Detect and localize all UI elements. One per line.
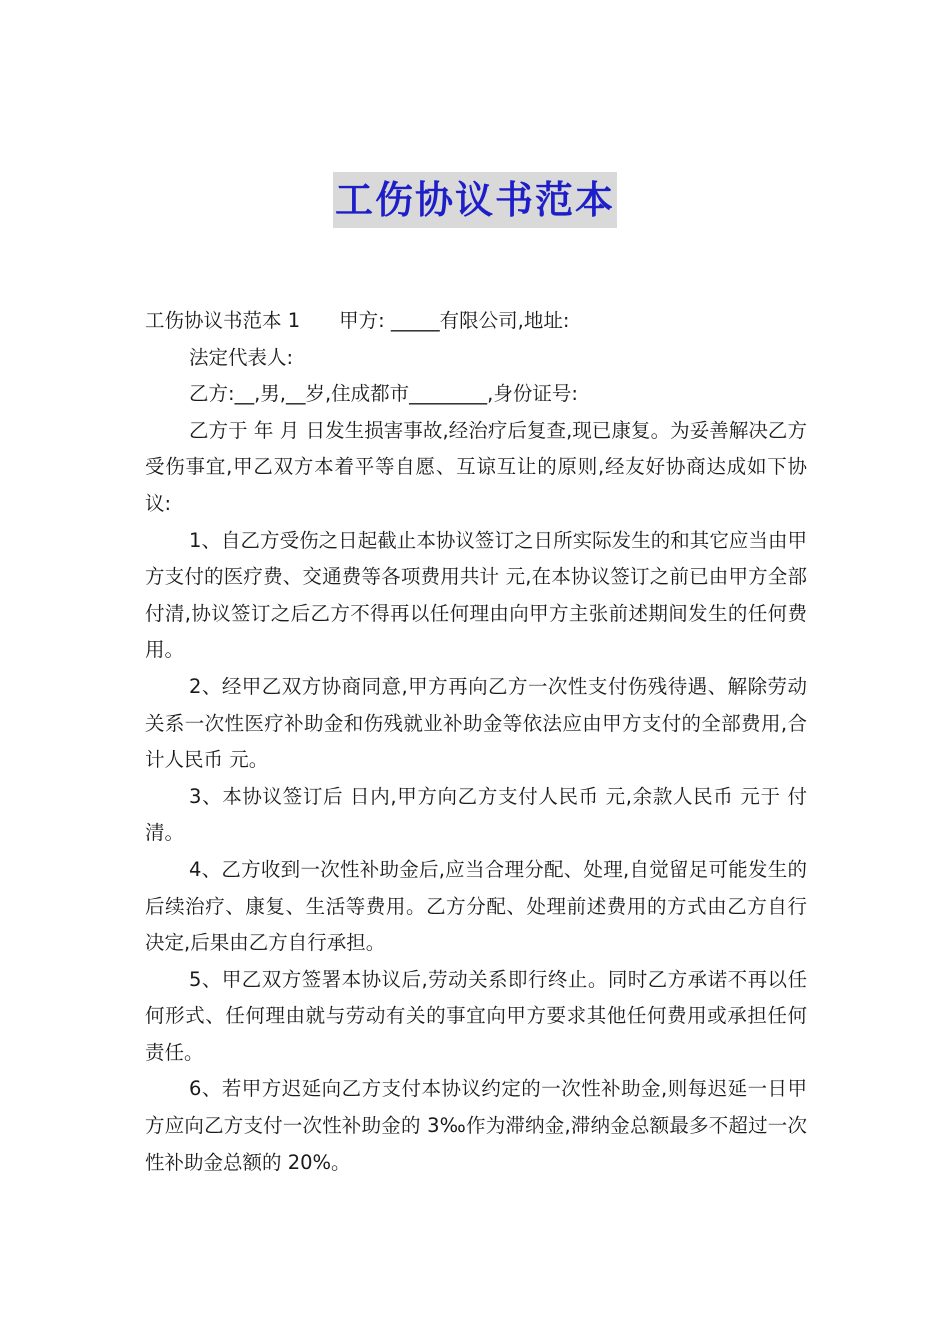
clause-4: 4、乙方收到一次性补助金后,应当合理分配、处理,自觉留足可能发生的后续治疗、康复、生活等费用。乙方分配、处理前述费用的方式由乙方自行决定,后果由乙方自行承担。 — [145, 857, 807, 955]
clause-1: 1、自乙方受伤之日起截止本协议签订之日所实际发生的和其它应当由甲方支付的医疗费、交通费等各项费用共计 元,在本协议签订之前已由甲方全部付清,协议签订之后乙方不得再以任何理由向甲方主张前述期间发生的任何费用。 — [145, 528, 807, 662]
clause-5: 5、甲乙双方签署本协议后,劳动关系即行终止。同时乙方承诺不再以任何形式、任何理由就与劳动有关的事宜向甲方要求其他任何费用或承担任何责任。 — [145, 967, 807, 1064]
legal-representative-line: 法定代表人: — [189, 345, 294, 369]
title-container — [0, 172, 950, 228]
document-title: 工伤协议书范本 — [333, 172, 617, 228]
background-paragraph: 乙方于 年 月 日发生损害事故,经治疗后复查,现已康复。为妥善解决乙方受伤事宜,甲乙双方本着平等自愿、互谅互让的原则,经友好协商达成如下协议: — [145, 418, 807, 515]
clause-6: 6、若甲方迟延向乙方支付本协议约定的一次性补助金,则每迟延一日甲方应向乙方支付一次性补助金的 3‰作为滞纳金,滞纳金总额最多不超过一次性补助金总额的 20%。 — [145, 1077, 807, 1174]
document-body — [145, 303, 807, 1181]
intro-line: 工伤协议书范本 1 甲方: _____有限公司,地址: — [145, 309, 570, 332]
clause-2: 2、经甲乙双方协商同意,甲方再向乙方一次性支付伤残待遇、解除劳动关系一次性医疗补助金和伤残就业补助金等依法应由甲方支付的全部费用,合计人民币 元。 — [145, 674, 807, 772]
party-b-line: 乙方:__,男,__岁,住成都市________,身份证号: — [189, 382, 578, 406]
clause-3: 3、本协议签订后 日内,甲方向乙方支付人民币 元,余款人民币 元于 付清。 — [145, 784, 807, 845]
